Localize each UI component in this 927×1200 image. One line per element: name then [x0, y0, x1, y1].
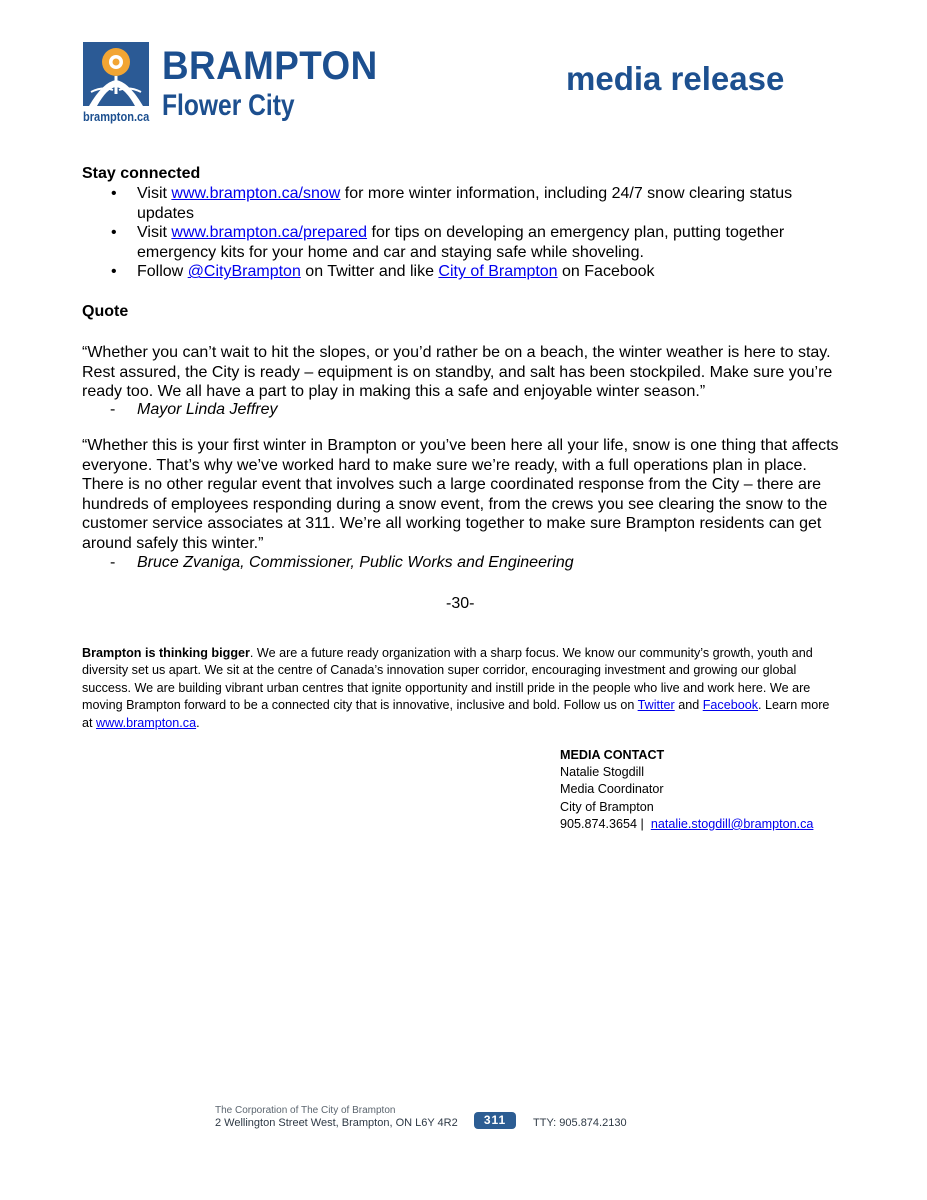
- bullet-icon: •: [111, 263, 117, 281]
- mayor-quote: “Whether you can’t wait to hit the slopes, or you’d rather be on a beach, the winter weather is here to stay. Rest assured, the City is ready – equipment is on standby, and salt has been stockpiled. Make sure you’re ready too. We all have a part to play in making this a safe and enjoyable winter season.”: [82, 344, 833, 401]
- twitter-link[interactable]: Twitter: [637, 698, 675, 713]
- quote-heading: Quote: [82, 303, 129, 320]
- commissioner-attribution: - Bruce Zvaniga, Commissioner, Public Works and Engineering: [110, 554, 574, 571]
- facebook-page-link[interactable]: City of Brampton: [438, 263, 558, 281]
- website-link[interactable]: www.brampton.ca: [96, 715, 197, 730]
- contact-email-link[interactable]: natalie.stogdill@brampton.ca: [650, 816, 814, 831]
- boilerplate-paragraph: Brampton is thinking bigger. We are a future ready organization with a sharp focus. We know our community’s growth, youth and diversity set us apart. We sit at the centre of Canada’s innovation super corridor, encouraging investment and growing our global success. We are building vibrant urban centres that ignite opportunity and instill pride in the people who live and work here. We are moving Brampton forward to be a connected city that is innovative, inclusive and bold. Follow us on Twitter and Facebook. Learn more at www.brampton.ca.: [82, 646, 830, 730]
- logo-flower-city-text: Flower City: [162, 89, 295, 122]
- media-contact-title: MEDIA CONTACT: [560, 748, 665, 762]
- twitter-handle-link[interactable]: @CityBrampton: [187, 263, 301, 281]
- media-release-title: media release: [566, 60, 785, 97]
- 311-badge: 311: [474, 1112, 516, 1129]
- footer-address: [215, 1105, 458, 1129]
- footer-corporation: The Corporation of The City of Brampton: [215, 1105, 396, 1116]
- logo-url: brampton.ca: [83, 109, 150, 124]
- end-mark: -30-: [446, 595, 475, 612]
- logo-brampton-text: BRAMPTON: [162, 44, 378, 88]
- footer-street: 2 Wellington Street West, Brampton, ON L6Y 4R2: [215, 1117, 458, 1129]
- facebook-link[interactable]: Facebook: [702, 698, 759, 713]
- flower-logo-icon: [83, 42, 149, 110]
- stay-connected-list: [82, 184, 842, 282]
- stay-connected-heading: Stay connected: [82, 165, 201, 182]
- contact-org: City of Brampton: [560, 799, 654, 814]
- list-item: • Visit www.brampton.ca/prepared for tips on developing an emergency plan, putting together emergency kits for your home and car and staying safe while shoveling.: [111, 224, 785, 261]
- contact-phone: 905.874.3654 |: [560, 816, 644, 831]
- media-contact-block: [560, 747, 813, 833]
- list-item: • Visit www.brampton.ca/snow for more winter information, including 24/7 snow clearing status updates: [111, 185, 793, 222]
- brampton-logo: [83, 42, 378, 128]
- boilerplate-lead: Brampton is thinking bigger: [82, 646, 250, 660]
- snow-link[interactable]: www.brampton.ca/snow: [171, 185, 341, 202]
- contact-role: Media Coordinator: [560, 782, 664, 797]
- commissioner-quote: “Whether this is your first winter in Brampton or you’ve been here all your life, snow is one thing that affects everyone. That’s why we’ve worked hard to make sure we’re ready, with a full operations plan in place. There is no other regular event that involves such a large coordinated response from the City – there are hundreds of employees responding during a snow event, from the crews you see clearing the snow to the customer service associates at 311. We’re all working together to make sure Brampton residents can get around safely this winter.”: [82, 437, 839, 552]
- prepared-link[interactable]: www.brampton.ca/prepared: [171, 224, 368, 242]
- bullet-icon: •: [111, 224, 117, 242]
- bullet-icon: •: [111, 185, 117, 202]
- footer-tty: TTY: 905.874.2130: [533, 1117, 627, 1129]
- list-item: • Follow @CityBrampton on Twitter and like City of Brampton on Facebook: [111, 263, 655, 281]
- contact-phone-email: [560, 816, 813, 833]
- mayor-attribution: - Mayor Linda Jeffrey: [110, 401, 278, 418]
- contact-name: Natalie Stogdill: [560, 765, 645, 780]
